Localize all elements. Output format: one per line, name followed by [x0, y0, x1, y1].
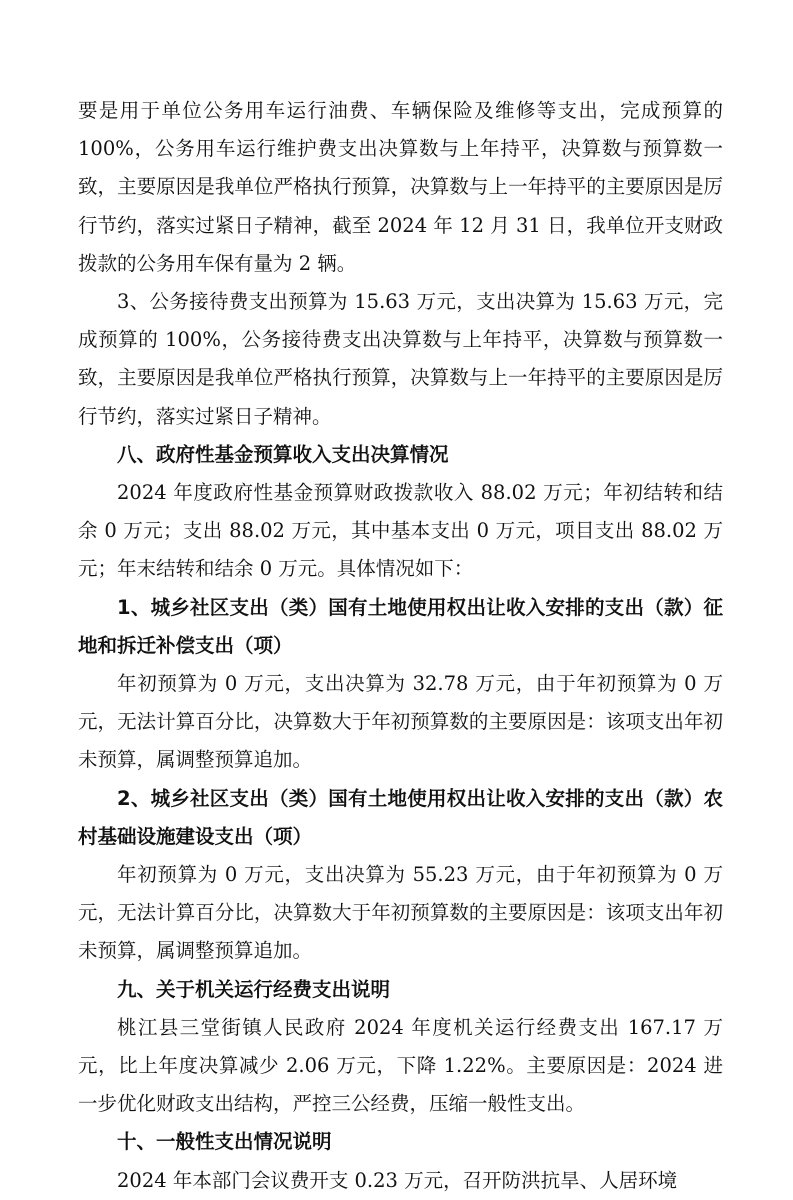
document-body [78, 92, 723, 1200]
paragraph-vehicle-expense: 要是用于单位公务用车运行油费、车辆保险及维修等支出，完成预算的 100%，公务用车运行维护费支出决算数与上年持平，决算数与预算数一致，主要原因是我单位严格执行预算，决算数与上一年持平的主要原因是厉行节约，落实过紧日子精神，截至 2024 年 12 月 31 日，我单位开支财政拨款的公务用车保有量为 2 辆。 [78, 99, 723, 275]
heading-item-2: 2、城乡社区支出（类）国有土地使用权出让收入安排的支出（款）农村基础设施建设支出（项） [78, 786, 723, 848]
paragraph-item-2-detail: 年初预算为 0 万元，支出决算为 55.23 万元，由于年初预算为 0 万元，无法计算百分比，决算数大于年初预算数的主要原因是：该项支出年初未预算，属调整预算追加。 [78, 863, 723, 963]
heading-section-8: 八、政府性基金预算收入支出决算情况 [117, 442, 449, 466]
heading-section-9: 九、关于机关运行经费支出说明 [117, 977, 391, 1001]
paragraph-reception-expense: 3、公务接待费支出预算为 15.63 万元，支出决算为 15.63 万元，完成预算的 100%，公务接待费支出决算数与上年持平，决算数与预算数一致，主要原因是我单位严格执行预算，决算数与上一年持平的主要原因是厉行节约，落实过紧日子精神。 [78, 290, 723, 428]
paragraph-general-expense: 2024 年本部门会议费开支 0.23 万元，召开防洪抗旱、人居环境 [117, 1168, 678, 1192]
paragraph-item-1-detail: 年初预算为 0 万元，支出决算为 32.78 万元，由于年初预算为 0 万元，无法计算百分比，决算数大于年初预算数的主要原因是：该项支出年初未预算，属调整预算追加。 [78, 672, 723, 772]
paragraph-operating-expense: 桃江县三堂街镇人民政府 2024 年度机关运行经费支出 167.17 万元，比上年度决算减少 2.06 万元，下降 1.22%。主要原因是：2024 进一步优化财政支出结构，严控三公经费，压缩一般性支出。 [78, 1015, 723, 1116]
heading-item-1: 1、城乡社区支出（类）国有土地使用权出让收入安排的支出（款）征地和拆迁补偿支出（项） [78, 595, 723, 657]
heading-section-10: 十、一般性支出情况说明 [117, 1130, 332, 1154]
paragraph-fund-budget-summary: 2024 年度政府性基金预算财政拨款收入 88.02 万元；年初结转和结余 0 万元；支出 88.02 万元，其中基本支出 0 万元，项目支出 88.02 万元；年末结转和结余 0 万元。具体情况如下： [78, 481, 723, 581]
